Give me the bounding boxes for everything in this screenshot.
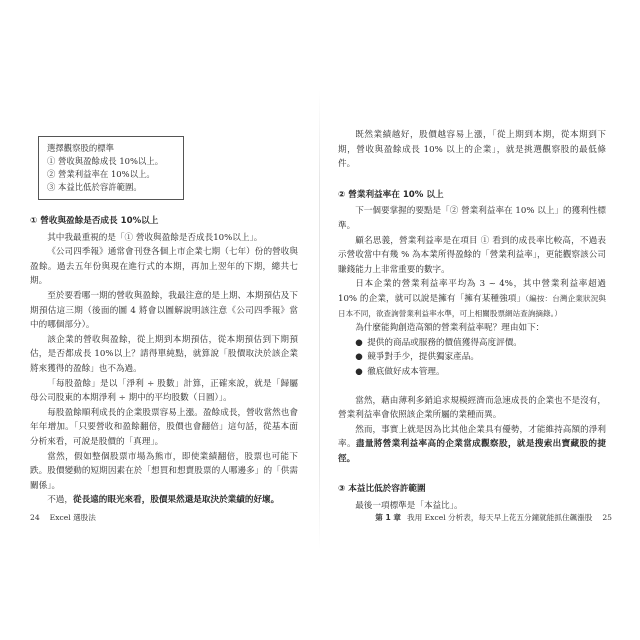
text-run: 日本企業的營業利益率平均為 3 ~ 4%，其中營業利益率超過 10% 的企業，就可以說是擁有「擁有某種強項」	[338, 279, 606, 304]
chapter-label: 第 1 章	[375, 513, 402, 522]
section-heading-1: ① 營收與盈餘是否成長 10%以上	[30, 216, 159, 226]
right-footer	[375, 512, 612, 523]
paragraph: 當然，假如整個股票市場為熊市，即使業績翻倍，股票也可能下跌。股價變動的短期因素在於「想買和想賣股票的人哪邊多」的「供需關係」。	[30, 451, 298, 491]
criteria-item-2: ② 營業利益率在 10%以上。	[47, 169, 155, 179]
bullet-icon: ●	[355, 352, 363, 363]
editor-note: （編按：台灣企業狀況與日本不同，欲查詢營業利益率水準，可上相關股票網站查詢摘錄。）	[338, 293, 606, 318]
list-item: ● 提供的商品或服務的價值獲得高度評價。	[355, 336, 606, 351]
running-title: 我用 Excel 分析表，每天早上花五分鐘就能抓住飆漲股	[407, 513, 593, 522]
paragraph	[338, 423, 606, 467]
criteria-box	[38, 136, 184, 200]
bullet-icon: ●	[355, 366, 363, 377]
page-number: 25	[602, 513, 612, 522]
right-page	[338, 128, 606, 514]
paragraph: 《公司四季報》通常會刊登各個上市企業七期（七年）份的營收與盈餘。過去五年份與現在進行式的本期，再加上翌年的下期，總共七期。	[30, 247, 298, 287]
emphasis-text: 從長遠的眼光來看，股價果然還是取決於業績的好壞。	[72, 495, 280, 506]
criteria-box-title: 選擇觀察股的標準	[47, 143, 114, 153]
bullet-icon: ●	[355, 337, 363, 348]
paragraph	[30, 493, 298, 508]
paragraph: 每股盈餘順利成長的企業股票容易上漲。盈餘成長，營收當然也會年年增加。「只要營收和盈餘翻倍，股價也會翻倍」這句話，從基本面分析來看，可說是股價的「真理」。	[30, 407, 298, 447]
paragraph: 至於要看哪一期的營收與盈餘，我最注意的是上期、本期預估及下期預估這三期（後面的圖 4 將會以圖解說明該注意《公司四季報》當中的哪個部分）。	[30, 290, 298, 331]
page-gutter	[319, 90, 320, 550]
paragraph: 最後一項標準是「本益比」。	[355, 501, 463, 512]
section-heading-2: ② 營業利益率在 10% 以上	[338, 189, 444, 200]
list-item: ● 徹底做好成本管理。	[355, 365, 606, 380]
paragraph	[338, 277, 606, 321]
paragraph: 既然業績越好，股價越容易上漲，「從上期到本期，從本期到下期，營收與盈餘成長 10% 以上的企業」，就是挑選觀察股的最低條件。	[338, 130, 606, 170]
criteria-item-1: ① 營收與盈餘成長 10%以上。	[47, 156, 164, 166]
criteria-item-3: ③ 本益比低於容許範圍。	[47, 182, 142, 192]
left-page	[30, 128, 298, 508]
paragraph: 當然，藉由薄利多銷追求規模經濟而急速成長的企業也不是沒有，營業利益率會依照該企業所屬的業種而異。	[338, 395, 606, 421]
paragraph: 顧名思義，營業利益率是在項目 ① 看到的成長率比較高，不過表示營收當中有幾 % 為本業所得盈餘的「營業利益率」，更能觀察該公司賺錢能力上非常重要的數字。	[338, 235, 606, 275]
text-run: 不過，	[47, 495, 73, 506]
paragraph: 其中我最重視的是「① 營收與盈餘是否成長10%以上」。	[47, 232, 263, 243]
page-number: 24	[30, 513, 40, 522]
running-title: Excel 選股法	[49, 513, 96, 522]
text-run: 然而，事實上就是因為比其他企業具有優勢，才能維持高額的淨利率。	[338, 424, 606, 450]
paragraph: 為什麼能夠創造高額的營業利益率呢？理由如下：	[355, 323, 545, 334]
paragraph: 該企業的營收與盈餘，從上期到本期預估，從本期預估到下期預估，是否都成長 10%以上？請得單純點，就算說「股價取決於該企業將來獲得的盈餘」也不為過。	[30, 334, 298, 374]
left-footer	[30, 512, 96, 523]
reason-list	[338, 336, 606, 380]
section-heading-3: ③ 本益比低於容許範圍	[338, 484, 426, 495]
paragraph: 下一個要掌握的要點是「② 營業利益率在 10% 以上」的獲利性標準。	[338, 206, 606, 231]
list-item: ● 競爭對手少，提供獨家產品。	[355, 350, 606, 365]
emphasis-text: 盡量將營業利益率高的企業當成觀察股，就是搜索出寶藏股的捷徑。	[338, 439, 606, 464]
paragraph: 「每股盈餘」是以「淨利 ÷ 股數」計算，正確來說，就是「歸屬母公司股東的本期淨利 ÷ 期中的平均股數（日圓）」。	[30, 378, 298, 404]
